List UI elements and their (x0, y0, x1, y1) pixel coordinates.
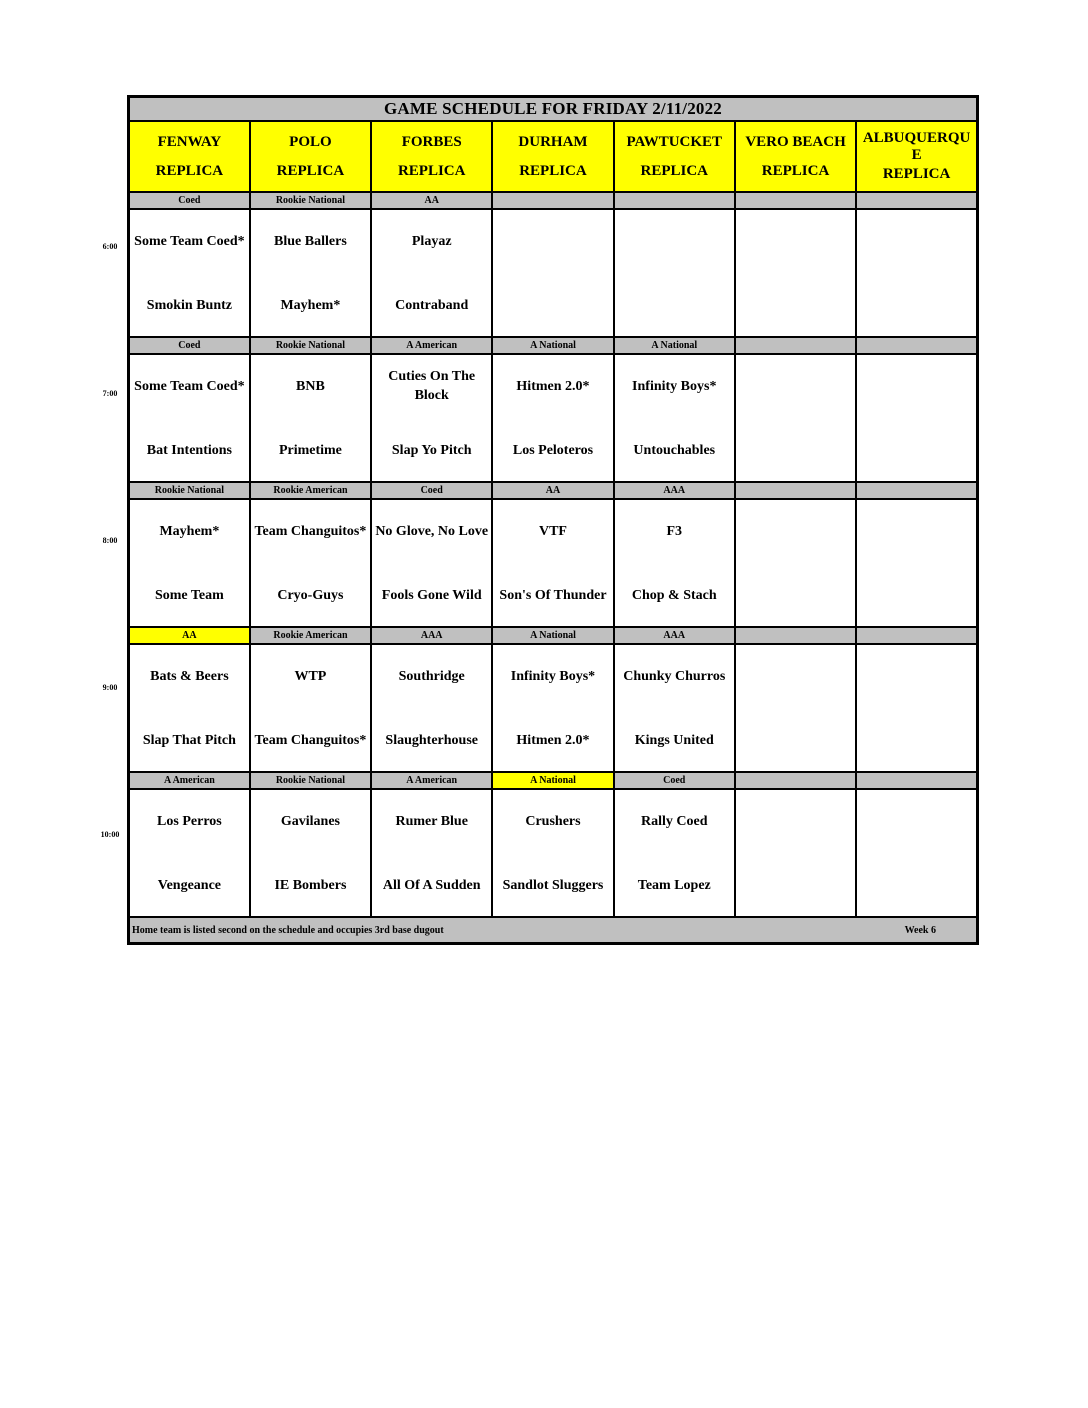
game-cell (129, 789, 250, 917)
field-name: FENWAY (157, 133, 222, 150)
division-label: Rookie American (250, 627, 371, 644)
home-team (736, 570, 855, 620)
division-label: A American (371, 772, 492, 789)
away-team (857, 796, 976, 846)
game-cell (250, 354, 371, 482)
division-label (735, 627, 856, 644)
division-label: A American (129, 772, 250, 789)
field-header (492, 121, 613, 192)
away-team: Southridge (398, 668, 465, 684)
division-label: Coed (614, 772, 735, 789)
away-team: No Glove, No Love (375, 523, 489, 539)
field-replica: REPLICA (761, 162, 830, 179)
home-team: Bat Intentions (146, 442, 232, 458)
home-team: Vengeance (157, 877, 222, 893)
division-label (856, 772, 977, 789)
away-team (493, 216, 612, 266)
division-label (614, 192, 735, 209)
game-cell (735, 789, 856, 917)
field-header (735, 121, 856, 192)
field-name: VERO BEACH (745, 133, 846, 150)
away-team: Hitmen 2.0* (516, 378, 590, 394)
field-replica: REPLICA (640, 162, 709, 179)
division-label: Rookie National (250, 192, 371, 209)
game-cell (735, 644, 856, 772)
division-label: AAA (371, 627, 492, 644)
home-team: Los Peloteros (512, 442, 594, 458)
schedule-title: GAME SCHEDULE FOR FRIDAY 2/11/2022 (129, 97, 978, 122)
division-label (856, 192, 977, 209)
field-name: PAWTUCKET (626, 133, 723, 150)
home-team (857, 425, 976, 475)
game-cell (614, 789, 735, 917)
game-cell (856, 209, 977, 337)
away-team (736, 796, 855, 846)
home-team: Hitmen 2.0* (516, 732, 590, 748)
field-header (614, 121, 735, 192)
home-team (736, 715, 855, 765)
away-team: Playaz (411, 233, 452, 249)
home-team (857, 570, 976, 620)
time-label: 8:00 (102, 536, 118, 545)
away-team: WTP (294, 668, 327, 684)
away-team (736, 651, 855, 701)
game-cell (371, 644, 492, 772)
game-cell (129, 499, 250, 627)
game-cell (492, 499, 613, 627)
home-team: Slap That Pitch (142, 732, 236, 748)
division-label: Rookie National (250, 772, 371, 789)
game-row (129, 499, 978, 627)
division-label: Rookie American (250, 482, 371, 499)
division-label (735, 482, 856, 499)
field-header (856, 121, 977, 192)
game-cell (129, 354, 250, 482)
home-team: IE Bombers (274, 877, 347, 893)
home-team: Slaughterhouse (385, 732, 478, 748)
home-team (736, 425, 855, 475)
home-team: Some Team (154, 587, 224, 603)
game-cell (735, 209, 856, 337)
division-label: A National (492, 337, 613, 354)
division-label (735, 772, 856, 789)
game-cell (492, 354, 613, 482)
division-label: Rookie National (250, 337, 371, 354)
field-replica: REPLICA (519, 162, 587, 179)
time-label: 9:00 (102, 683, 118, 692)
division-label: AAA (614, 627, 735, 644)
home-team: Slap Yo Pitch (391, 442, 472, 458)
away-team: Rumer Blue (395, 813, 468, 829)
game-cell (250, 209, 371, 337)
game-row (129, 644, 978, 772)
game-cell (735, 499, 856, 627)
week-label: Week 6 (904, 924, 936, 936)
time-label: 10:00 (100, 830, 120, 839)
time-label: 6:00 (102, 242, 118, 251)
game-row (129, 789, 978, 917)
game-cell (250, 789, 371, 917)
away-team: Some Team Coed* (134, 233, 245, 249)
game-cell (371, 499, 492, 627)
game-cell (735, 354, 856, 482)
home-team (857, 280, 976, 330)
game-row (129, 209, 978, 337)
field-name: POLO (289, 133, 332, 150)
division-row (129, 337, 978, 354)
away-team: Some Team Coed* (134, 378, 245, 394)
home-team (736, 280, 855, 330)
footer-row (129, 917, 978, 944)
home-team (493, 280, 612, 330)
schedule-table (127, 95, 979, 945)
division-label: A National (492, 772, 613, 789)
away-team (857, 506, 976, 556)
footer-note: Home team is listed second on the schedule and occupies 3rd base dugout (132, 924, 444, 936)
field-replica: REPLICA (155, 162, 224, 179)
game-cell (856, 499, 977, 627)
away-team: VTF (538, 523, 567, 539)
field-name: DURHAM (518, 133, 588, 150)
division-label (856, 482, 977, 499)
field-header (371, 121, 492, 192)
field-replica: REPLICA (276, 162, 345, 179)
game-cell (614, 354, 735, 482)
home-team (857, 860, 976, 910)
away-team: Infinity Boys* (510, 668, 596, 684)
home-team: All Of A Sudden (382, 877, 481, 893)
home-team: Smokin Buntz (146, 297, 232, 313)
footer-cell (129, 917, 978, 944)
away-team: Gavilanes (280, 813, 340, 829)
field-replica: REPLICA (882, 166, 951, 182)
field-name: FORBES (401, 133, 462, 150)
home-team: Primetime (278, 442, 342, 458)
division-label (856, 337, 977, 354)
home-team: Sandlot Sluggers (502, 877, 604, 893)
game-cell (250, 499, 371, 627)
division-row (129, 482, 978, 499)
division-label: Coed (371, 482, 492, 499)
division-label: Coed (129, 192, 250, 209)
home-team: Chop & Stach (631, 587, 717, 603)
division-label: AA (129, 627, 250, 644)
division-label (735, 337, 856, 354)
away-team (736, 361, 855, 411)
division-label: A National (614, 337, 735, 354)
away-team: Los Perros (157, 813, 222, 829)
division-label (856, 627, 977, 644)
away-team (857, 361, 976, 411)
away-team: Blue Ballers (274, 233, 347, 249)
game-cell (129, 209, 250, 337)
division-row (129, 192, 978, 209)
division-label: Coed (129, 337, 250, 354)
division-label (735, 192, 856, 209)
game-cell (129, 644, 250, 772)
home-team (615, 280, 734, 330)
division-row (129, 772, 978, 789)
title-row (129, 97, 978, 122)
away-team: Rally Coed (641, 813, 708, 829)
division-label: A National (492, 627, 613, 644)
away-team: Crushers (525, 813, 581, 829)
away-team: Bats & Beers (150, 668, 229, 684)
division-label (492, 192, 613, 209)
home-team: Kings United (634, 732, 714, 748)
away-team: Mayhem* (159, 523, 220, 539)
home-team: Team Changuitos* (254, 732, 367, 748)
game-cell (250, 644, 371, 772)
field-name: ALBUQUERQUE (862, 130, 971, 163)
game-cell (371, 209, 492, 337)
division-label: A American (371, 337, 492, 354)
division-label: Rookie National (129, 482, 250, 499)
game-cell (492, 209, 613, 337)
game-cell (492, 644, 613, 772)
game-cell (856, 354, 977, 482)
away-team (615, 216, 734, 266)
home-team: Son's Of Thunder (499, 587, 607, 603)
division-label: AA (371, 192, 492, 209)
away-team: F3 (666, 523, 683, 539)
field-header (129, 121, 250, 192)
away-team: Cuties On The Block (388, 369, 476, 403)
away-team: Infinity Boys* (632, 378, 717, 394)
away-team: Chunky Churros (623, 668, 726, 684)
away-team (736, 506, 855, 556)
field-replica: REPLICA (397, 162, 466, 179)
home-team (736, 860, 855, 910)
home-team: Cryo-Guys (277, 587, 344, 603)
game-cell (614, 499, 735, 627)
home-team: Contraband (395, 297, 469, 313)
game-row (129, 354, 978, 482)
home-team (857, 715, 976, 765)
game-cell (371, 354, 492, 482)
game-cell (614, 644, 735, 772)
game-cell (492, 789, 613, 917)
away-team (736, 216, 855, 266)
game-cell (856, 644, 977, 772)
time-label: 7:00 (102, 389, 118, 398)
away-team: BNB (296, 378, 325, 394)
game-cell (371, 789, 492, 917)
home-team: Team Lopez (637, 877, 711, 893)
home-team: Mayhem* (280, 297, 341, 313)
home-team: Untouchables (633, 442, 716, 458)
away-team: Team Changuitos* (254, 523, 367, 539)
field-header-row (129, 121, 978, 192)
game-cell (856, 789, 977, 917)
away-team (857, 216, 976, 266)
division-row (129, 627, 978, 644)
game-cell (614, 209, 735, 337)
division-label: AAA (614, 482, 735, 499)
field-header (250, 121, 371, 192)
away-team (857, 651, 976, 701)
home-team: Fools Gone Wild (381, 587, 482, 603)
division-label: AA (492, 482, 613, 499)
